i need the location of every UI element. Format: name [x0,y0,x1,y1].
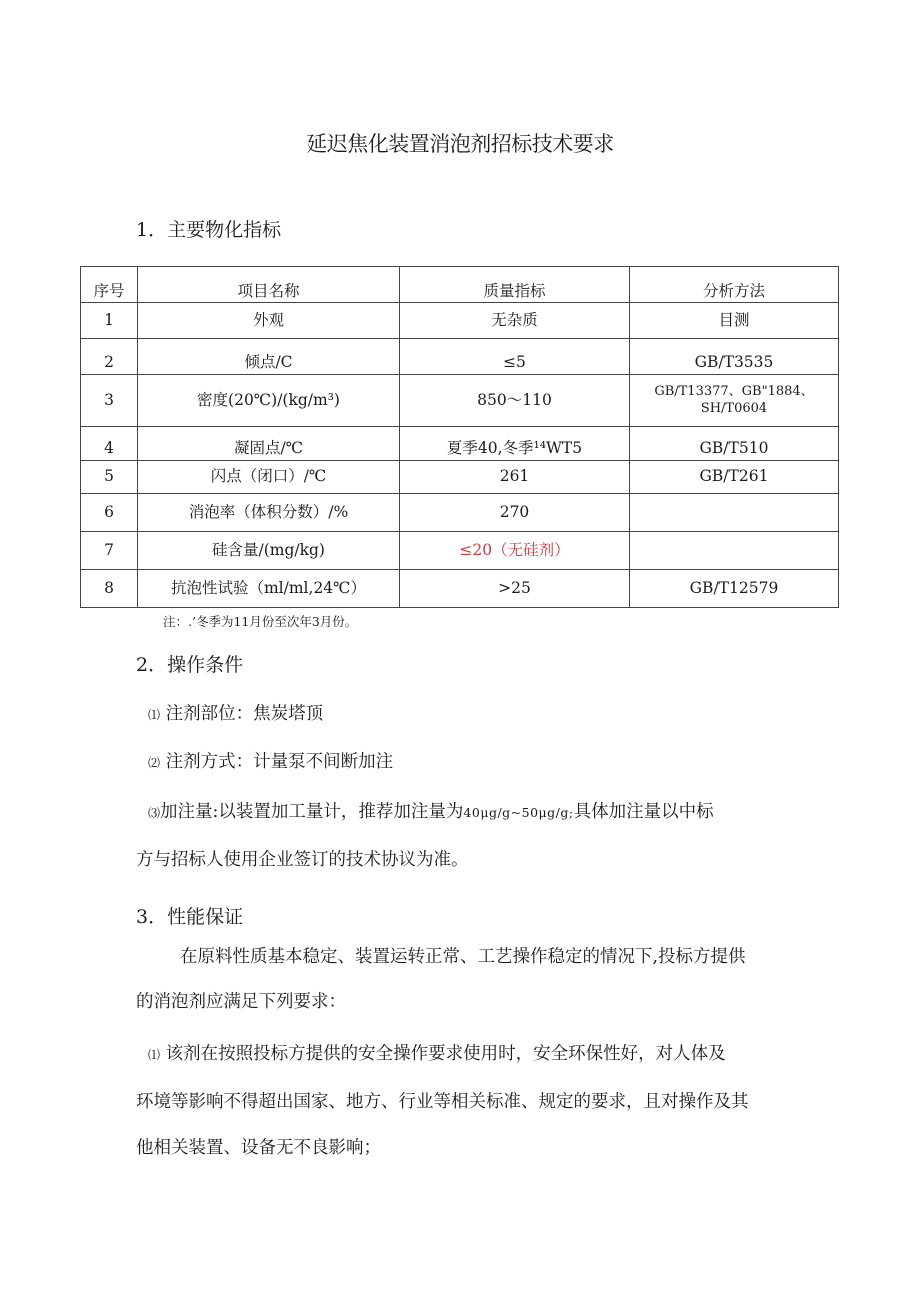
table-row [81,570,839,608]
cell-method: GB/T261 [630,461,839,494]
table-row [81,427,839,461]
cell-item: 倾点/C [138,339,400,375]
header-cell-method: 分析方法 [630,267,839,303]
section-heading-operation: 2．操作条件 [136,654,244,676]
performance-item-1-line: 环境等影响不得超出国家、地方、行业等相关标准、规定的要求，且对操作及其 [136,1092,749,1112]
section-heading-performance: 3．性能保证 [136,906,244,928]
operation-item-3-cont: 方与招标人使用企业签订的技术协议为准。 [136,850,469,870]
cell-spec: 270 [400,494,630,532]
cell-no: 7 [81,532,138,570]
cell-no: 6 [81,494,138,532]
dosage-value: 40μg/g~50μg/g; [463,805,574,820]
cell-spec: ≤5 [400,339,630,375]
cell-spec: >25 [400,570,630,608]
item-number: ⑴ [148,1048,161,1062]
cell-method: GB/T510 [630,427,839,461]
cell-method: GB/T12579 [630,570,839,608]
header-cell-item: 项目名称 [138,267,400,303]
performance-item-1-line: 他相关装置、设备无不良影响； [136,1138,381,1158]
properties-table [80,266,839,608]
table-row [81,532,839,570]
cell-item: 消泡率（体积分数）/% [138,494,400,532]
item-text: 具体加注量以中标 [573,802,714,822]
header-cell-spec: 质量指标 [400,267,630,303]
section-heading-properties: 1．主要物化指标 [136,219,282,241]
cell-item: 闪点（闭口）/℃ [138,461,400,494]
cell-no: 4 [81,427,138,461]
cell-method: 目测 [630,303,839,339]
cell-no: 2 [81,339,138,375]
item-text: 注剂方式：计量泵不间断加注 [165,752,394,772]
table-row [81,494,839,532]
page-title: 延迟焦化装置消泡剂招标技术要求 [306,132,614,156]
table-note: 注：.’冬季为11月份至次年3月份。 [163,614,358,629]
cell-no: 5 [81,461,138,494]
cell-no: 3 [81,375,138,427]
cell-no: 1 [81,303,138,339]
operation-item-2 [148,748,393,773]
performance-intro-line: 的消泡剂应满足下列要求： [136,992,346,1012]
table-row [81,303,839,339]
cell-item: 凝固点/℃ [138,427,400,461]
cell-spec: 夏季40,冬季¹⁴WT5 [400,427,630,461]
operation-item-1 [148,700,323,725]
item-number: ⑵ [148,756,161,770]
item-text: 加注量:以装置加工量计，推荐加注量为 [160,802,464,822]
performance-intro-line: 在原料性质基本稳定、装置运转正常、工艺操作稳定的情况下,投标方提供 [180,947,746,967]
cell-item: 外观 [138,303,400,339]
cell-spec: 850～110 [400,375,630,427]
cell-method-line: GB/T13377、GB"1884、 [654,384,814,400]
cell-item: 硅含量/(mg/kg) [138,532,400,570]
cell-spec-highlight: ≤20（无硅剂） [400,532,630,570]
cell-item: 抗泡性试验（ml/ml,24℃） [138,570,400,608]
cell-method [630,375,839,427]
item-text: 注剂部位：焦炭塔顶 [165,704,324,724]
cell-no: 8 [81,570,138,608]
item-number: ⑴ [148,708,161,722]
cell-spec: 无杂质 [400,303,630,339]
item-number: ⑶ [148,806,161,820]
performance-item-1 [148,1040,726,1065]
cell-spec: 261 [400,461,630,494]
cell-method [630,494,839,532]
operation-item-3 [148,798,714,823]
cell-method: GB/T3535 [630,339,839,375]
table-header-row [81,267,839,303]
cell-item: 密度(20℃)/(kg/m³) [138,375,400,427]
header-cell-no: 序号 [81,267,138,303]
table-row [81,339,839,375]
cell-method-line: SH/T0604 [700,400,768,416]
item-text: 该剂在按照投标方提供的安全操作要求使用时，安全环保性好，对人体及 [165,1044,726,1064]
table-row [81,461,839,494]
table-row [81,375,839,427]
cell-method [630,532,839,570]
